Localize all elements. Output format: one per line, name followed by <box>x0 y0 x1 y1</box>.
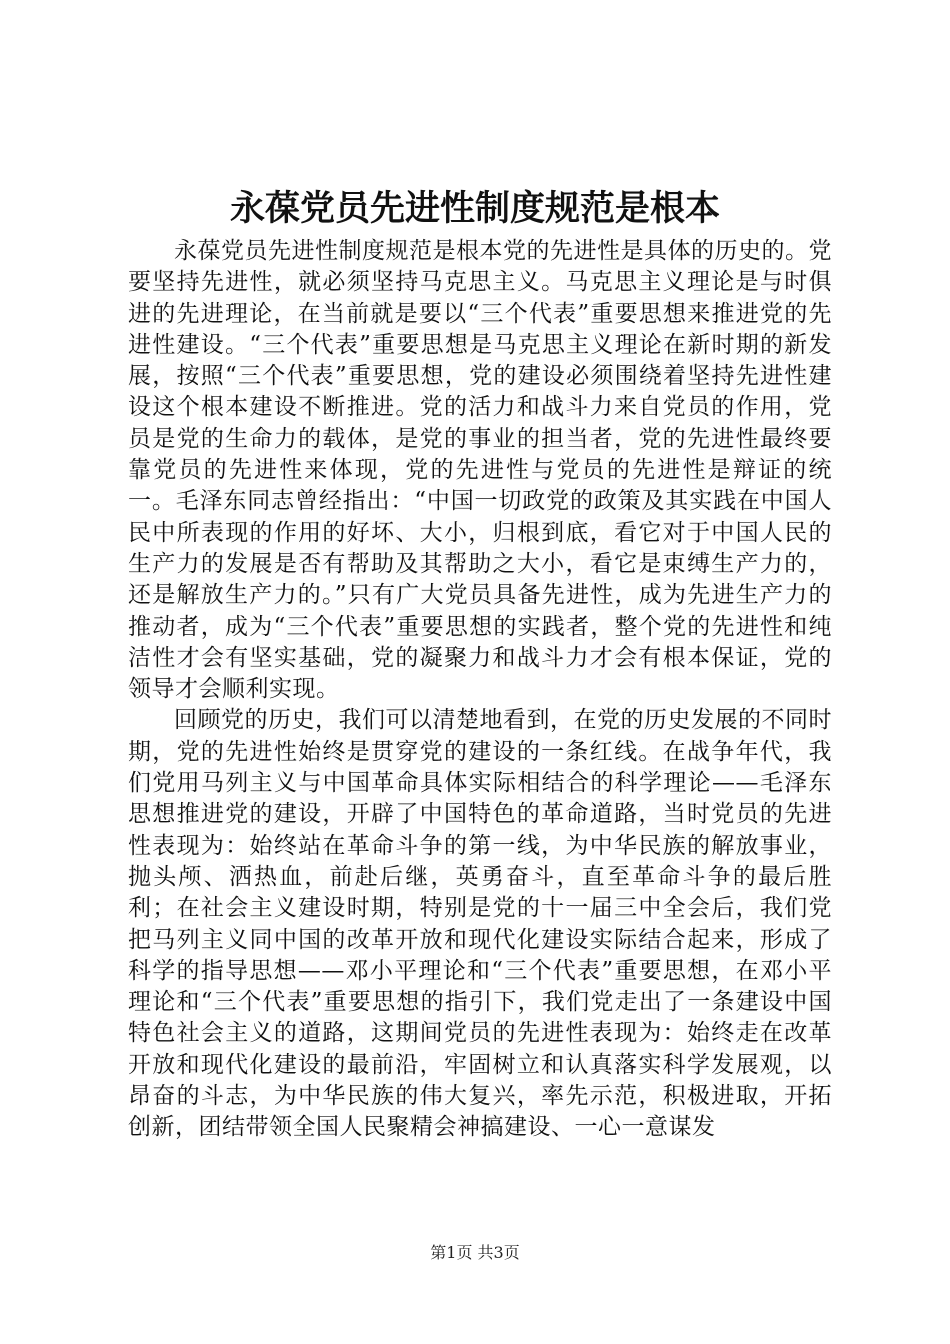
document-body <box>128 236 832 1144</box>
paragraph: 回顾党的历史，我们可以清楚地看到，在党的历史发展的不同时期，党的先进性始终是贯穿党的建设的一条红线。在战争年代，我们党用马列主义与中国革命具体实际相结合的科学理论——毛泽东思想推进党的建设，开辟了中国特色的革命道路，当时党员的先进性表现为：始终站在革命斗争的第一线，为中华民族的解放事业，抛头颅、洒热血，前赴后继，英勇奋斗，直至革命斗争的最后胜利；在社会主义建设时期，特别是党的十一届三中全会后，我们党把马列主义同中国的改革开放和现代化建设实际结合起来，形成了科学的指导思想——邓小平理论和“三个代表”重要思想，在邓小平理论和“三个代表”重要思想的指引下，我们党走出了一条建设中国特色社会主义的道路，这期间党员的先进性表现为：始终走在改革开放和现代化建设的最前沿，牢固树立和认真落实科学发展观，以昂奋的斗志，为中华民族的伟大复兴，率先示范，积极进取，开拓创新，团结带领全国人民聚精会神搞建设、一心一意谋发 <box>128 707 832 1141</box>
document-title: 永葆党员先进性制度规范是根本 <box>229 188 720 229</box>
paragraph: 永葆党员先进性制度规范是根本党的先进性是具体的历史的。党要坚持先进性，就必须坚持马克思主义。马克思主义理论是与时俱进的先进理论，在当前就是要以“三个代表”重要思想来推进党的先进性建设。“三个代表”重要思想是马克思主义理论在新时期的新发展，按照“三个代表”重要思想，党的建设必须围绕着坚持先进性建设这个根本建设不断推进。党的活力和战斗力来自党员的作用，党员是党的生命力的载体，是党的事业的担当者，党的先进性最终要靠党员的先进性来体现，党的先进性与党员的先进性是辩证的统一。毛泽东同志曾经指出：“中国一切政党的政策及其实践在中国人民中所表现的作用的好坏、大小，归根到底，看它对于中国人民的生产力的发展是否有帮助及其帮助之大小，看它是束缚生产力的，还是解放生产力的。”只有广大党员具备先进性，成为先进生产力的推动者，成为“三个代表”重要思想的实践者，整个党的先进性和纯洁性才会有坚实基础，党的凝聚力和战斗力才会有根本保证，党的领导才会顺利实现。 <box>128 238 832 703</box>
page-number-footer: 第1页 共3页 <box>430 1243 520 1262</box>
